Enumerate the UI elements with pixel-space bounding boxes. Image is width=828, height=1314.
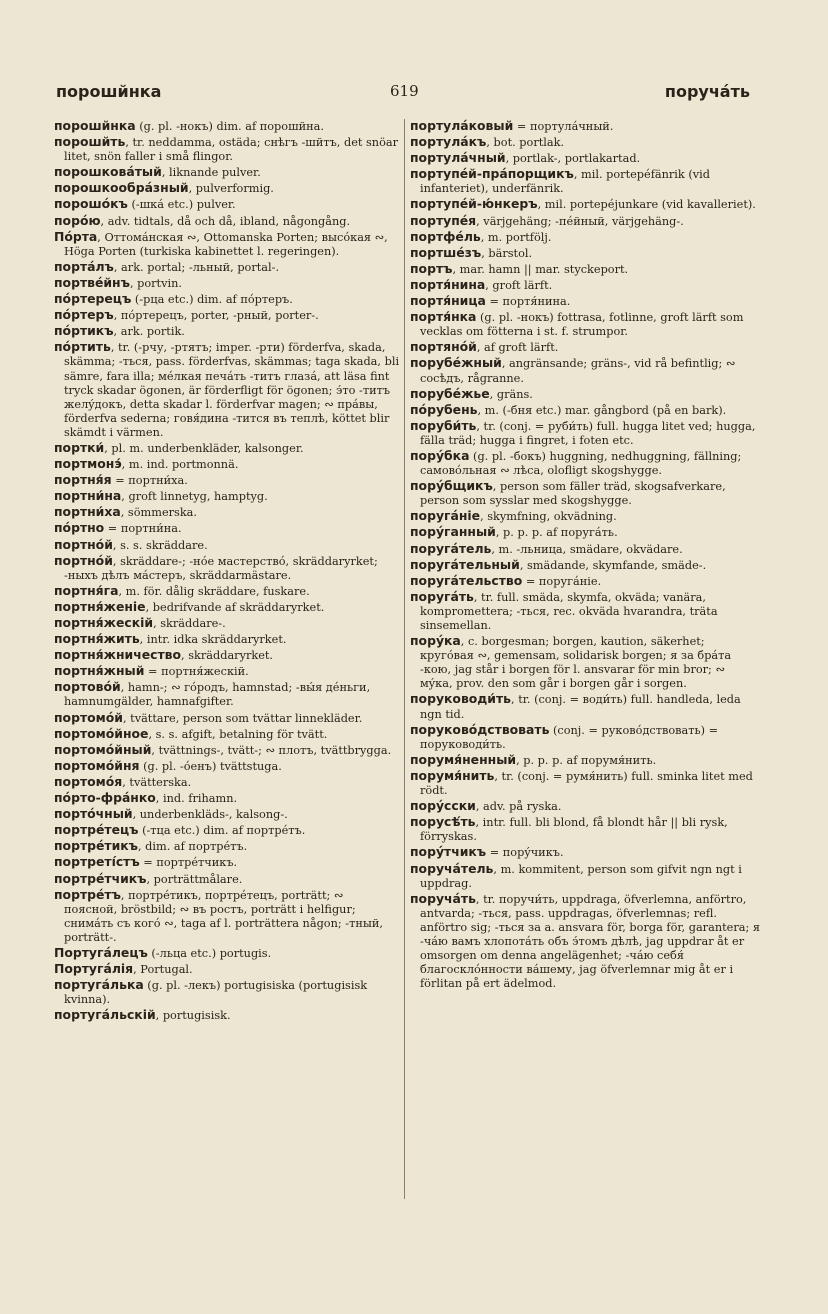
- entry-definition: , tvätterska.: [122, 775, 192, 789]
- entry-headword: порýбка: [410, 447, 470, 463]
- dictionary-entry: [410, 590, 760, 633]
- entry-definition: , ark. portik.: [113, 325, 185, 339]
- entry-headword: порýтчикъ: [410, 844, 487, 860]
- dictionary-entry: [410, 542, 760, 557]
- entry-definition: , liknande pulver.: [161, 166, 261, 180]
- entry-headword: портня́я: [54, 472, 112, 488]
- entry-definition: , tr. full. smäda, skymfa, okväda; vanära, kompromettera; -ться, rec. okväda hvarandra, träta sinsemellan.: [420, 590, 718, 632]
- header-right-guideword: поручáть: [664, 82, 750, 101]
- column-divider: [404, 119, 405, 1199]
- entry-definition: , Оттомáнская ∾, Ottomanska Porten; высóкая ∾, Höga Porten (turkiska kabinettet l. regeringen).: [64, 230, 388, 258]
- entry-headword: порýсски: [410, 798, 476, 814]
- entry-definition: , портрéтикъ, портрéтецъ, porträtt; ∾ поясной, bröstbild; ∾ въ ростъ, porträtt i helfigur; снимáть съ когó ∾, taga af l. porträttera någon; -тный, porträtt-.: [64, 888, 383, 944]
- entry-definition: , skräddare-; -нóе мастерствó, skräddaryrket; -ныхъ дѣлъ мáстеръ, skräddarmästare.: [64, 554, 378, 582]
- entry-definition: , gräns.: [489, 387, 533, 401]
- entry-headword: Португáлія: [54, 961, 134, 977]
- entry-headword: порошóкъ: [54, 196, 128, 212]
- entry-headword: португáлька: [54, 977, 144, 993]
- entry-headword: порошйть: [54, 134, 126, 150]
- entry-headword: поругáтель: [410, 540, 492, 556]
- entry-headword: портвéйнъ: [54, 274, 130, 290]
- dictionary-entry: [410, 753, 760, 768]
- entry-headword: пóртерецъ: [54, 291, 132, 307]
- entry-headword: порумя́нить: [410, 767, 495, 783]
- dictionary-entry: [54, 489, 400, 504]
- entry-headword: портня́жить: [54, 631, 140, 647]
- dictionary-entry: [54, 872, 400, 887]
- entry-definition: , hamn-; ∾ гóродъ, hamnstad; -вы́я дéньги, hamnumgälder, hamnafgifter.: [64, 681, 371, 709]
- dictionary-entry: [54, 260, 400, 275]
- entry-headword: портомóйное: [54, 725, 149, 741]
- entry-headword: портни́ха: [54, 504, 121, 520]
- entry-headword: портомóйня: [54, 757, 140, 773]
- dictionary-entry: [54, 711, 400, 726]
- entry-definition: , groft lärft.: [485, 278, 553, 292]
- entry-definition: , m. (-бня etc.) mar. gångbord (på en bark).: [477, 403, 727, 417]
- entry-definition: , tr. (conj. = румя́нить) full. sminka litet med rödt.: [420, 769, 753, 798]
- entry-headword: портупéя: [410, 212, 477, 228]
- entry-definition: , person som fäller träd, skogsafverkare, person som sysslar med skogshygge.: [420, 480, 726, 508]
- dictionary-entry: [410, 723, 760, 752]
- dictionary-entry: [54, 276, 400, 291]
- dictionary-entry: [410, 419, 760, 448]
- dictionary-entry: [410, 151, 760, 166]
- entry-definition: = портрéтчикъ.: [139, 856, 238, 870]
- entry-definition: , tr. neddamma, ostäda; снѣгъ -шйтъ, det snöar litet, snön faller i små flingor.: [64, 136, 399, 164]
- dictionary-entry: [54, 521, 400, 536]
- dictionary-entry: [54, 632, 400, 647]
- header-left-guideword: порошйнка: [56, 82, 162, 101]
- dictionary-entry: [54, 135, 400, 164]
- running-header: [0, 82, 828, 106]
- entry-headword: поругáтельство: [410, 572, 523, 588]
- dictionary-entry: [54, 230, 400, 259]
- entry-headword: портъ: [410, 260, 453, 276]
- entry-headword: пóртеръ: [54, 307, 114, 323]
- dictionary-entry: [410, 525, 760, 540]
- dictionary-entry: [54, 962, 400, 977]
- dictionary-entry: [54, 181, 400, 196]
- dictionary-entry: [410, 167, 760, 196]
- entry-headword: порумя́ненный: [410, 751, 517, 767]
- entry-definition: , sömmerska.: [120, 506, 197, 520]
- entry-headword: портóчный: [54, 806, 133, 822]
- entry-headword: портомóя: [54, 773, 123, 789]
- dictionary-entry: [54, 308, 400, 323]
- entry-definition: , ark. portal; -льный, portal-.: [113, 260, 280, 274]
- entry-headword: порýка: [410, 633, 461, 649]
- entry-definition: , Portugal.: [133, 963, 193, 977]
- entry-definition: , tr. поручи́ть, uppdraga, öfverlemna, anförtro, antvarda; -ться, pass. uppdragas, öfverlemnas; refl. anförtro sig; -ться за a. ansvara för, borga för, garantera; я -чáю вамъ хлопотáть объ э́томъ дѣлѣ, jag uppdrar åt er omsorgen om denna angelägenhet; -чáю себя́ благосклóнности вáшему, jag öfverlemnar mig åt er i förlitan på ert ädelmod.: [420, 892, 760, 991]
- entry-definition: = портя́нина.: [485, 295, 571, 309]
- entry-definition: , pulverformig.: [188, 182, 274, 196]
- entry-headword: портупéй-прáпорщикъ: [410, 166, 574, 182]
- dictionary-entry: [410, 574, 760, 589]
- entry-definition: (g. pl. -лекъ) portugisiska (portugisisk kvinna).: [64, 979, 368, 1007]
- dictionary-entry: [410, 692, 760, 721]
- entry-headword: портня́га: [54, 582, 119, 598]
- entry-definition: (g. pl. -нокъ) fottrasa, fotlinne, groft lärft som vecklas om fötterna i st. f. strumpor.: [420, 311, 744, 339]
- entry-definition: = поругáніе.: [522, 574, 602, 588]
- entry-definition: , portugisisk.: [155, 1009, 231, 1023]
- dictionary-entry: [410, 509, 760, 524]
- dictionary-entry: [410, 294, 760, 309]
- entry-headword: портулáчный: [410, 150, 506, 166]
- entry-headword: портфéль: [410, 228, 481, 244]
- entry-definition: , s. s. afgift, betalning för tvätt.: [148, 727, 328, 741]
- entry-definition: , m. portfölj.: [480, 230, 552, 244]
- dictionary-entry: [54, 441, 400, 456]
- entry-definition: , intr. idka skräddaryrket.: [139, 633, 287, 647]
- entry-definition: , p. p. p. af порумя́нить.: [516, 753, 657, 767]
- left-column: [54, 119, 400, 1024]
- dictionary-entry: [54, 1008, 400, 1023]
- entry-headword: портки́: [54, 439, 105, 455]
- dictionary-entry: [54, 600, 400, 615]
- entry-headword: портретíстъ: [54, 854, 140, 870]
- dictionary-entry: [54, 538, 400, 553]
- entry-headword: портня́жный: [54, 663, 145, 679]
- entry-definition: , porträttmålare.: [146, 872, 243, 886]
- entry-headword: портня́жничество: [54, 647, 182, 663]
- entry-headword: поругáть: [410, 588, 474, 604]
- entry-definition: , m. ind. portmonnä.: [121, 458, 239, 472]
- dictionary-entry: [410, 119, 760, 134]
- entry-headword: портмонэ́: [54, 456, 122, 472]
- dictionary-entry: [410, 449, 760, 478]
- dictionary-entry: [410, 230, 760, 245]
- entry-headword: портовóй: [54, 679, 121, 695]
- dictionary-entry: [410, 387, 760, 402]
- entry-definition: , tr. (-рчу, -ртятъ; imper. -рти) förderfva, skada, skämma; -ться, pass. förderfvas, skämmas; taga skada, bli sämre, fara illa; мéлкая печáть -титъ глазá, att läsa fint tryck skadar ögonen, är förderfligt för ögonen; э́то -титъ желýдокъ, detta skadar l. förderfvar magen; ∾ прáвы, förderfva sederna; говя́дина -тится въ теплѣ, köttet blir skämdt i värmen.: [64, 341, 400, 439]
- entry-definition: , portvin.: [129, 276, 182, 290]
- dictionary-entry: [410, 262, 760, 277]
- entry-definition: , underbenkläds-, kalsong-.: [132, 808, 288, 822]
- entry-headword: портулáкъ: [410, 134, 487, 150]
- entry-headword: портня́женіе: [54, 598, 146, 614]
- dictionary-entry: [410, 278, 760, 293]
- entry-definition: (conj. = руковóдствовать) = поруководи́ть.: [420, 723, 719, 751]
- entry-definition: , skymfning, okvädning.: [480, 510, 617, 524]
- entry-headword: портрéтецъ: [54, 822, 139, 838]
- dictionary-entry: [410, 135, 760, 150]
- entry-definition: , m. -льница, smädare, okvädare.: [491, 542, 683, 556]
- dictionary-entry: [54, 197, 400, 212]
- entry-definition: , пóртерецъ, porter, -рный, porter-.: [113, 309, 319, 323]
- entry-headword: портулáковый: [410, 118, 514, 133]
- entry-definition: (-тца etc.) dim. af портрéтъ.: [138, 824, 306, 838]
- entry-headword: порусѣ́ть: [410, 814, 476, 830]
- dictionary-entry: [410, 799, 760, 814]
- dictionary-entry: [410, 197, 760, 212]
- entry-definition: , m. för. dålig skräddare, fuskare.: [118, 584, 310, 598]
- entry-headword: Пóрта: [54, 228, 98, 244]
- entry-definition: , skräddare-.: [153, 617, 226, 630]
- entry-headword: портрéтъ: [54, 886, 121, 902]
- dictionary-entry: [54, 584, 400, 599]
- entry-definition: , mil. portepéfänrik (vid infanteriet), underfänrik.: [420, 168, 710, 196]
- dictionary-entry: [54, 505, 400, 520]
- entry-headword: порошковáтый: [54, 164, 162, 180]
- dictionary-entry: [54, 119, 400, 134]
- entry-headword: поручáть: [410, 890, 476, 906]
- dictionary-entry: [54, 759, 400, 774]
- entry-headword: поругáтельный: [410, 556, 520, 572]
- dictionary-entry: [410, 214, 760, 229]
- entry-definition: , adv. tidtals, då och då, ibland, någongång.: [100, 214, 351, 228]
- dictionary-entry: [54, 324, 400, 339]
- dictionary-entry: [410, 862, 760, 891]
- entry-headword: пóртно: [54, 520, 105, 536]
- entry-headword: портшéзъ: [410, 244, 482, 260]
- entry-headword: портянóй: [410, 339, 477, 355]
- dictionary-entry: [54, 292, 400, 307]
- entry-headword: поругáніе: [410, 508, 481, 524]
- dictionary-entry: [54, 839, 400, 854]
- entry-headword: портáлъ: [54, 258, 114, 274]
- entry-definition: (-льца etc.) portugis.: [147, 946, 272, 960]
- entry-definition: = портни́на.: [104, 522, 182, 536]
- entry-headword: порóю: [54, 212, 101, 228]
- entry-headword: портя́ница: [410, 293, 486, 309]
- dictionary-entry: [54, 473, 400, 488]
- entry-definition: , af groft lärft.: [476, 341, 559, 355]
- dictionary-entry: [54, 664, 400, 679]
- dictionary-entry: [54, 823, 400, 838]
- entry-headword: поруководи́ть: [410, 691, 512, 707]
- dictionary-entry: [410, 310, 760, 339]
- entry-definition: , tvättare, person som tvättar linnekläder.: [122, 711, 363, 725]
- entry-definition: , skräddaryrket.: [181, 649, 274, 663]
- dictionary-entry: [410, 558, 760, 573]
- dictionary-entry: [410, 479, 760, 508]
- dictionary-entry: [54, 680, 400, 709]
- entry-headword: порýбщикъ: [410, 478, 493, 494]
- entry-definition: , dim. af портрéтъ.: [137, 840, 248, 854]
- entry-definition: , portlak-, portlakartad.: [505, 152, 641, 166]
- entry-definition: = портулáчный.: [513, 120, 614, 133]
- dictionary-entry: [410, 356, 760, 385]
- entry-definition: , ind. frihamn.: [155, 792, 238, 806]
- entry-headword: портрéтикъ: [54, 838, 138, 854]
- entry-headword: поруби́ть: [410, 417, 477, 433]
- dictionary-entry: [410, 403, 760, 418]
- dictionary-entry: [54, 648, 400, 663]
- entry-definition: , tr. (conj. = води́ть) full. handleda, leda ngn tid.: [420, 693, 741, 721]
- entry-headword: портя́нка: [410, 309, 477, 325]
- entry-headword: порубéжный: [410, 355, 502, 371]
- entry-definition: , c. borgesman; borgen, kaution, säkerhet; кругóвая ∾, gemensam, solidarisk borgen; я за брáта -кою, jag står i borgen för l. ansvarar för min bror; ∾ мýка, prov. den som går i borgen går i sorgen.: [420, 635, 732, 691]
- dictionary-entry: [54, 775, 400, 790]
- entry-definition: (-рца etc.) dim. af пóртеръ.: [131, 293, 293, 307]
- entry-definition: (g. pl. -бокъ) huggning, nedhuggning, fällning; самовóльная ∾ лѣса, olofligt skogshygge.: [420, 449, 742, 478]
- entry-headword: портрéтчикъ: [54, 870, 147, 886]
- entry-headword: португáльскій: [54, 1007, 156, 1023]
- dictionary-entry: [54, 807, 400, 822]
- dictionary-entry: [54, 214, 400, 229]
- dictionary-entry: [54, 727, 400, 742]
- entry-definition: , angränsande; gräns-, vid rå befintlig; ∾ сосѣдъ, rågranne.: [420, 357, 736, 385]
- entry-headword: пóртикъ: [54, 323, 114, 339]
- dictionary-entry: [54, 855, 400, 870]
- entry-definition: , tr. (conj. = руби́ть) full. hugga litet ved; hugga, fälla träd; hugga i fingret, i foten etc.: [420, 419, 756, 447]
- entry-headword: портнóй: [54, 552, 113, 568]
- entry-definition: , mar. hamn || mar. styckeport.: [452, 262, 629, 276]
- entry-headword: портя́нина: [410, 276, 486, 292]
- entry-headword: портомóйный: [54, 741, 152, 757]
- entry-headword: поруковóдствовать: [410, 721, 550, 737]
- entry-definition: = портня́жескій.: [144, 665, 249, 679]
- entry-definition: = порýчикъ.: [486, 846, 564, 860]
- entry-definition: , bedrifvande af skräddaryrket.: [145, 600, 325, 614]
- entry-headword: поручáтель: [410, 860, 494, 876]
- entry-headword: пóрто-фрáнко: [54, 790, 156, 806]
- entry-headword: портня́жескій: [54, 615, 154, 630]
- dictionary-entry: [410, 769, 760, 798]
- entry-definition: = портни́ха.: [111, 474, 188, 488]
- dictionary-entry: [410, 634, 760, 691]
- entry-definition: , p. p. p. af поругáть.: [495, 526, 618, 540]
- entry-definition: , pl. m. underbenkläder, kalsonger.: [104, 441, 304, 455]
- entry-headword: пóртить: [54, 339, 111, 355]
- entry-headword: порошйнка: [54, 118, 136, 133]
- entry-definition: (-шкá etc.) pulver.: [127, 198, 236, 212]
- entry-headword: Португáлецъ: [54, 944, 148, 960]
- page-number: 619: [390, 82, 419, 100]
- dictionary-entry: [410, 892, 760, 992]
- entry-definition: , s. s. skräddare.: [112, 538, 208, 552]
- dictionary-entry: [54, 616, 400, 631]
- dictionary-entry: [54, 165, 400, 180]
- entry-headword: пóрубень: [410, 401, 478, 417]
- dictionary-entry: [410, 246, 760, 261]
- dictionary-entry: [54, 946, 400, 961]
- entry-definition: , bärstol.: [481, 246, 533, 260]
- entry-headword: портнóй: [54, 536, 113, 552]
- entry-headword: порубéжье: [410, 385, 490, 401]
- entry-definition: , bot. portlak.: [486, 136, 565, 150]
- dictionary-entry: [54, 791, 400, 806]
- dictionary-entry: [410, 845, 760, 860]
- entry-headword: портомóй: [54, 709, 123, 725]
- entry-headword: порýганный: [410, 524, 496, 540]
- entry-headword: портупéй-ю́нкеръ: [410, 196, 538, 212]
- entry-definition: , tvättnings-, tvätt-; ∾ плотъ, tvättbrygga.: [151, 743, 392, 757]
- entry-headword: портни́на: [54, 488, 122, 504]
- entry-definition: , smädande, skymfande, smäde-.: [519, 558, 707, 572]
- dictionary-entry: [54, 743, 400, 758]
- entry-definition: , m. kommitent, person som gifvit ngn ngt i uppdrag.: [420, 862, 742, 890]
- dictionary-entry: [410, 815, 760, 844]
- entry-definition: , intr. full. bli blond, få blondt hår || bli rysk, förryskas.: [420, 816, 728, 844]
- entry-definition: (g. pl. -óенъ) tvättstuga.: [139, 759, 282, 773]
- entry-headword: порошкообрáзный: [54, 180, 189, 196]
- entry-definition: (g. pl. -нокъ) dim. af порошйна.: [135, 120, 324, 133]
- entry-definition: , adv. på ryska.: [475, 800, 562, 814]
- entry-definition: , groft linnetyg, hamptyg.: [121, 490, 268, 504]
- dictionary-entry: [54, 457, 400, 472]
- dictionary-entry: [54, 554, 400, 583]
- right-column: [410, 119, 760, 992]
- dictionary-entry: [54, 340, 400, 440]
- entry-definition: , värjgehäng; -пéйный, värjgehäng-.: [476, 214, 684, 228]
- entry-definition: , mil. portepéjunkare (vid kavalleriet).: [537, 198, 756, 212]
- dictionary-entry: [54, 888, 400, 945]
- dictionary-entry: [410, 340, 760, 355]
- dictionary-entry: [54, 978, 400, 1007]
